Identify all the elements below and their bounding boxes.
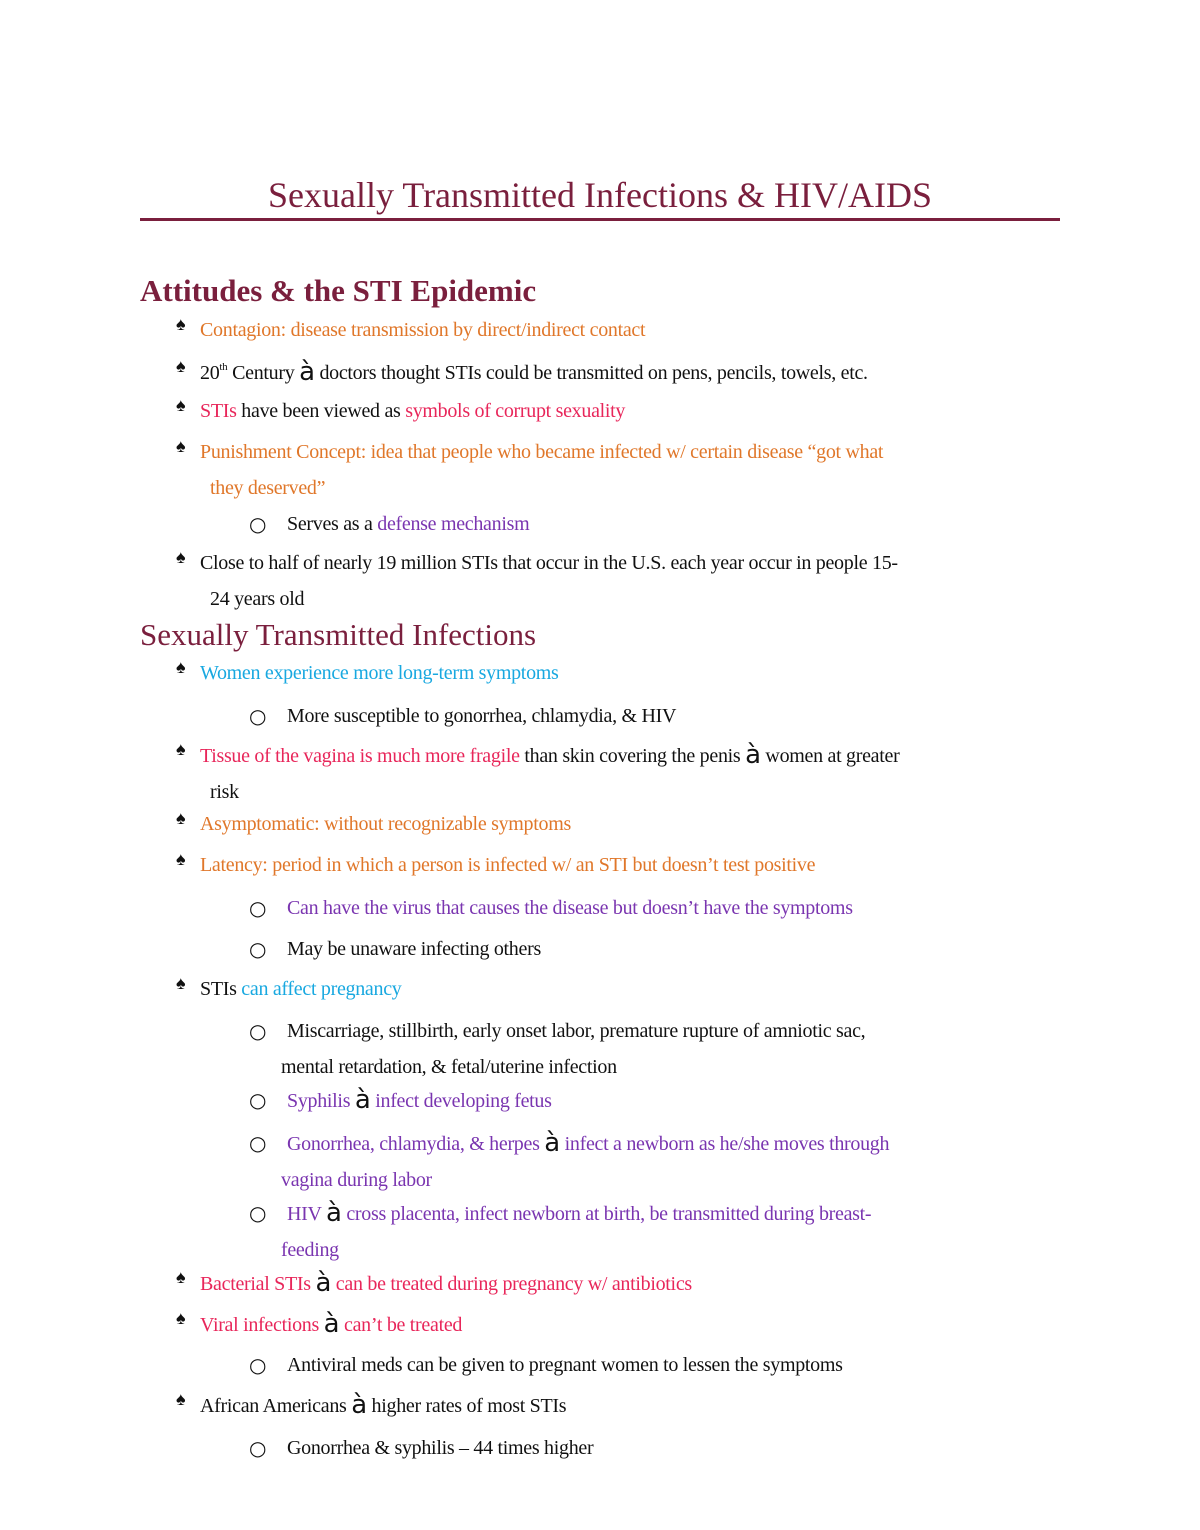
list-item: ♠ Viral infections à can’t be treated (200, 1306, 1060, 1343)
circle-bullet-icon: ○ (249, 1088, 267, 1112)
bullet-icon: ♠ (176, 973, 186, 993)
bullet-icon: ♠ (176, 1308, 186, 1328)
sub-list-item: ○ Miscarriage, stillbirth, early onset labor, premature rupture of amniotic sac, mental retardation, & fetal/uterine infection (287, 1013, 1047, 1085)
sub-list-item: ○ Syphilis à infect developing fetus (287, 1082, 1047, 1119)
bullet-icon: ♠ (176, 739, 186, 759)
section-heading-sti: Sexually Transmitted Infections (140, 617, 537, 652)
circle-bullet-icon: ○ (249, 1019, 267, 1043)
arrow-icon: à (323, 1309, 340, 1339)
sub-list-item: ○ Serves as a defense mechanism (287, 506, 1047, 542)
bullet-icon: ♠ (176, 356, 186, 376)
arrow-icon: à (544, 1128, 560, 1158)
arrow-icon: à (315, 1268, 332, 1298)
title-underline (140, 218, 1060, 221)
circle-bullet-icon: ○ (249, 896, 267, 920)
circle-bullet-icon: ○ (249, 937, 267, 961)
sub-list-item: ○ Gonorrhea & syphilis – 44 times higher (287, 1430, 1047, 1466)
circle-bullet-icon: ○ (249, 512, 267, 536)
bullet-icon: ♠ (176, 547, 186, 567)
arrow-icon: à (326, 1198, 342, 1228)
list-item: ♠ African Americans à higher rates of most STIs (200, 1387, 1060, 1424)
list-item: ♠ Women experience more long-term symptoms (200, 655, 1060, 691)
circle-bullet-icon: ○ (249, 704, 267, 728)
list-item: ♠ Bacterial STIs à can be treated during pregnancy w/ antibiotics (200, 1265, 1060, 1302)
circle-bullet-icon: ○ (249, 1436, 267, 1460)
list-item: ♠ Asymptomatic: without recognizable symptoms (200, 806, 1060, 842)
sub-list-item: ○ May be unaware infecting others (287, 931, 1047, 967)
bullet-icon: ♠ (176, 849, 186, 869)
sub-list-item: ○ HIV à cross placenta, infect newborn at birth, be transmitted during breast- feeding (287, 1195, 1047, 1268)
circle-bullet-icon: ○ (249, 1131, 267, 1155)
bullet-icon: ♠ (176, 1267, 186, 1287)
bullet-icon: ♠ (176, 395, 186, 415)
bullet-icon: ♠ (176, 436, 186, 456)
arrow-icon: à (299, 357, 315, 387)
list-item: ♠ Contagion: disease transmission by direct/indirect contact (200, 312, 1060, 348)
list-item: ♠ 20th Century à doctors thought STIs could be transmitted on pens, pencils, towels, etc. (200, 354, 1060, 391)
bullet-icon: ♠ (176, 808, 186, 828)
sub-list-item: ○ Gonorrhea, chlamydia, & herpes à infect a newborn as he/she moves through vagina during labor (287, 1125, 1047, 1198)
bullet-icon: ♠ (176, 314, 186, 334)
bullet-icon: ♠ (176, 657, 186, 677)
arrow-icon: à (745, 740, 761, 770)
sub-list-item: ○ More susceptible to gonorrhea, chlamydia, & HIV (287, 698, 1047, 734)
sub-list-item: ○ Can have the virus that causes the disease but doesn’t have the symptoms (287, 890, 1047, 926)
circle-bullet-icon: ○ (249, 1201, 267, 1225)
list-item: ♠ Punishment Concept: idea that people who became infected w/ certain disease “got what they deserved” (200, 434, 1060, 506)
arrow-icon: à (354, 1085, 371, 1115)
list-item: ♠ Latency: period in which a person is infected w/ an STI but doesn’t test positive (200, 847, 1060, 883)
list-item: ♠ Tissue of the vagina is much more fragile than skin covering the penis à women at greater risk (200, 737, 1060, 810)
list-item: ♠ STIs can affect pregnancy (200, 971, 1060, 1007)
list-item: ♠ Close to half of nearly 19 million STIs that occur in the U.S. each year occur in people 15- 24 years old (200, 545, 1060, 617)
bullet-icon: ♠ (176, 1389, 186, 1409)
section-heading-attitudes: Attitudes & the STI Epidemic (140, 273, 537, 308)
sub-list-item: ○ Antiviral meds can be given to pregnant women to lessen the symptoms (287, 1347, 1047, 1383)
document-title: Sexually Transmitted Infections & HIV/AIDS (268, 175, 932, 215)
list-item: ♠ STIs have been viewed as symbols of corrupt sexuality (200, 393, 1060, 429)
circle-bullet-icon: ○ (249, 1353, 267, 1377)
arrow-icon: à (351, 1390, 367, 1420)
